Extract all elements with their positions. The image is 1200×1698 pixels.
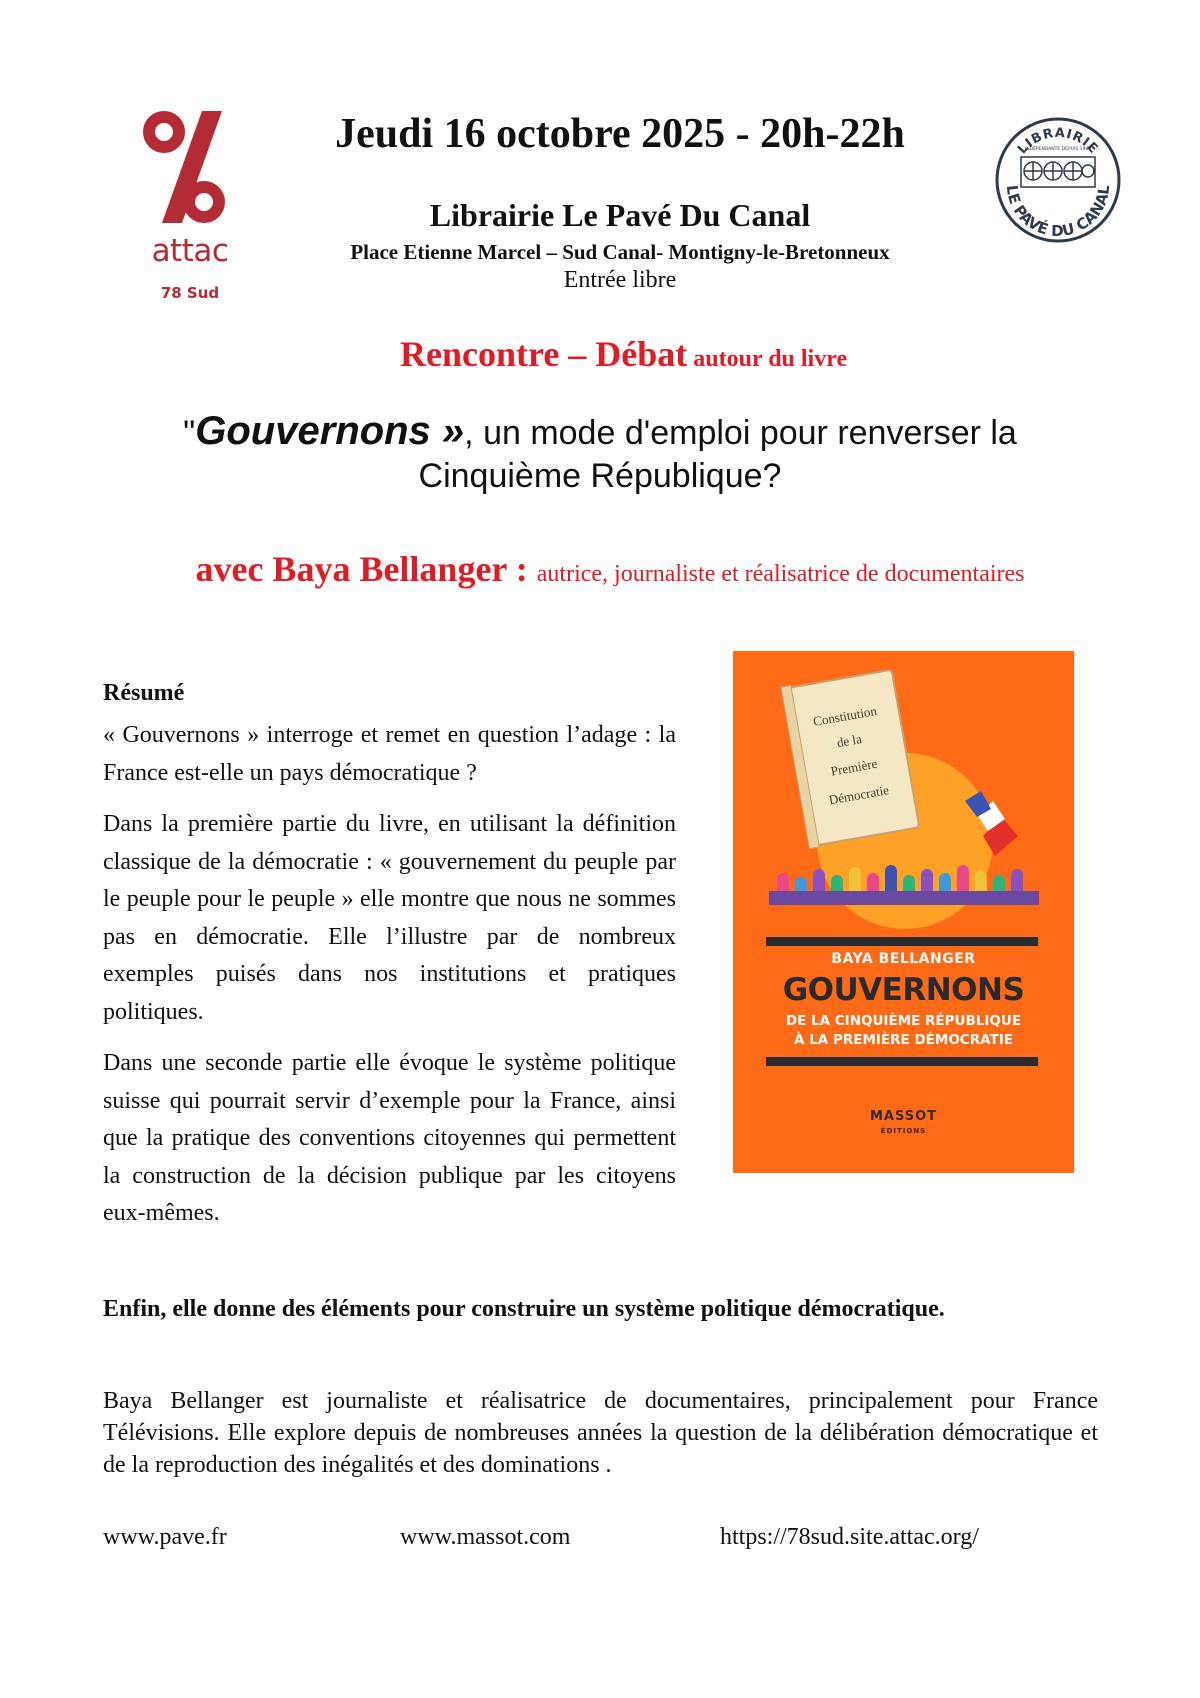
book-title: Gouvernons » [195, 409, 465, 453]
book-cover-illustration-icon [733, 651, 1074, 1173]
library-logo [993, 115, 1123, 245]
link-attac[interactable]: https://78sud.site.attac.org/ [720, 1524, 979, 1550]
library-stamp-bottom-text: LE PAVÉ DU CANAL [1002, 184, 1114, 241]
summary-heading: Résumé [103, 680, 185, 706]
attac-local-group: 78 Sud [160, 284, 220, 302]
title-rest: , un mode d'emploi pour renverser la [464, 414, 1017, 452]
venue-address: Place Etienne Marcel – Sud Canal- Montigny-le-Bretonneux [350, 240, 890, 264]
summary-paragraph-1: « Gouvernons » interroge et remet en question l’adage : la France est-elle un pays démocratique ? [103, 722, 676, 786]
cover-document-line-3: Première [829, 755, 879, 779]
guest-role: autrice, journaliste et réalisatrice de documentaires [536, 561, 1025, 587]
cover-document-line-2: de la [835, 731, 863, 751]
summary-section [103, 675, 676, 1244]
book-cover-image [733, 651, 1074, 1173]
link-massot[interactable]: www.massot.com [400, 1524, 571, 1550]
cover-document-line-1: Constitution [811, 703, 878, 729]
library-stamp-top-text: LIBRAIRIE [1014, 125, 1102, 158]
venue-name: Librairie Le Pavé Du Canal [429, 197, 811, 233]
title-open-quote: " [183, 414, 196, 452]
svg-text:LIBRAIRIE [1015, 126, 1101, 157]
cover-subtitle-line-2: À LA PREMIÈRE DÉMOCRATIE [794, 1032, 1013, 1048]
event-type [400, 333, 1100, 375]
cover-title: GOUVERNONS [782, 972, 1025, 1008]
cover-document-line-4: Démocratie [827, 782, 890, 808]
summary-paragraph-3: Dans une seconde partie elle évoque le système politique suisse qui pourrait servir d’exemple pour la France, ainsi que la pratique des conventions citoyennes qui permettent la construction de la décision publique par les citoyens eux-mêmes. [103, 1050, 676, 1226]
cover-subtitle [733, 1012, 1074, 1050]
event-type-main: Rencontre – Débat [400, 334, 688, 374]
event-type-sub: autour du livre [687, 346, 848, 372]
title-line-2: Cinquième République? [418, 457, 782, 495]
summary-paragraph-2: Dans la première partie du livre, en utilisant la définition classique de la démocratie : « gouvernement du peuple par le peuple pour le peuple » elle montre que nous ne sommes pas en démocratie. Elle l’illustre par de nombreux exemples puisés dans nos institutions et pratiques politiques. [103, 811, 676, 1025]
cover-subtitle-line-1: DE LA CINQUIÈME RÉPUBLIQUE [785, 1013, 1022, 1029]
summary-conclusion: Enfin, elle donne des éléments pour construire un système politique démocratique. [103, 1296, 945, 1322]
cover-publisher-sub: ÉDITIONS [880, 1127, 927, 1135]
attac-wordmark: attac [151, 233, 229, 269]
guest-line [100, 548, 1120, 590]
guest-name: avec Baya Bellanger : [195, 549, 537, 589]
event-date-time: Jeudi 16 octobre 2025 - 20h-22h [335, 111, 905, 157]
author-bio: Baya Bellanger est journaliste et réalisatrice de documentaires, principalement pour France Télévisions. Elle explore depuis de nombreuses années la question de la délibération démocratique et de la reproduction des inégalités et des dominations . [103, 1388, 1098, 1478]
link-pave[interactable]: www.pave.fr [103, 1524, 227, 1550]
library-stamp-tagline: INDÉPENDANTE DEPUIS 1989 [1024, 147, 1092, 152]
svg-text:LE PAVÉ DU CANAL [1003, 184, 1113, 240]
attac-logo [140, 105, 240, 305]
cover-publisher: MASSOT [869, 1109, 938, 1124]
event-title [100, 410, 1100, 498]
entry-info: Entrée libre [563, 267, 677, 293]
library-stamp-icon [993, 115, 1123, 245]
cover-author: BAYA BELLANGER [831, 951, 976, 967]
percent-logo-icon [140, 105, 240, 235]
